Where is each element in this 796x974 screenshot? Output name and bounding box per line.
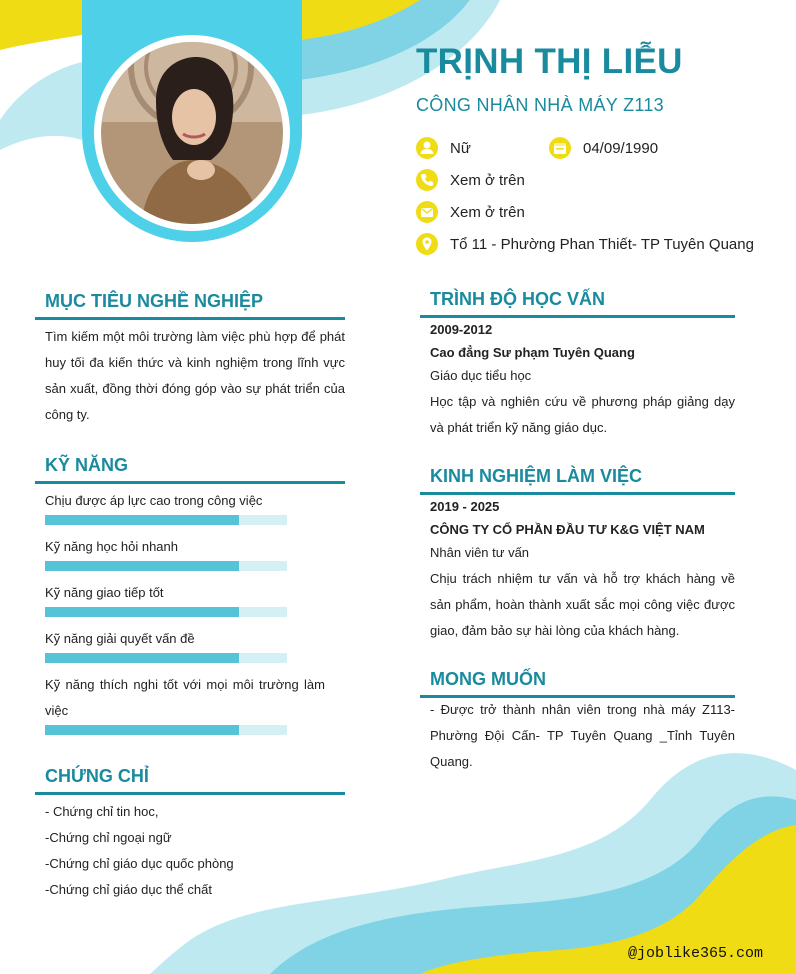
- skill-label: Kỹ năng giải quyết vấn đề: [45, 631, 195, 646]
- skill-label: Kỹ năng thích nghi tốt với mọi môi trường làm việc: [45, 677, 325, 718]
- skill-label: Kỹ năng học hỏi nhanh: [45, 539, 178, 554]
- experience-description: Chịu trách nhiệm tư vấn và hỗ trợ khách hàng về sản phẩm, hoàn thành xuất sắc mọi công việc được giao, đảm bảo sự hài lòng của khách hàng.: [430, 571, 735, 638]
- experience-heading: KINH NGHIỆM LÀM VIỆC: [430, 466, 643, 486]
- objective-heading: MỤC TIÊU NGHỀ NGHIỆP: [45, 291, 264, 311]
- skill-bar-fill: [45, 515, 239, 525]
- gender-value: Nữ: [450, 140, 471, 157]
- experience-rule: [420, 492, 735, 495]
- skills-heading: KỸ NĂNG: [45, 455, 129, 475]
- person-icon: [416, 137, 438, 159]
- email-value: Xem ở trên: [450, 204, 525, 221]
- wishes-text: - Được trở thành nhân viên trong nhà máy Z113- Phường Đội Cấn- TP Tuyên Quang _Tỉnh Tuyên Quang.: [430, 702, 735, 769]
- profile-photo: [101, 42, 283, 224]
- skill-bar-fill: [45, 607, 239, 617]
- wishes-heading: MONG MUỐN: [430, 669, 546, 689]
- education-school: Cao đẳng Sư phạm Tuyên Quang: [430, 345, 635, 360]
- education-heading: TRÌNH ĐỘ HỌC VẤN: [430, 289, 605, 309]
- phone-value: Xem ở trên: [450, 172, 525, 189]
- certificates-heading: CHỨNG CHỈ: [45, 766, 149, 786]
- mail-icon: [416, 201, 438, 223]
- certificate-item: -Chứng chỉ giáo dục thể chất: [45, 882, 212, 897]
- certificates-rule: [35, 792, 345, 795]
- skill-bar-track: [45, 607, 287, 617]
- experience-period: 2019 - 2025: [430, 499, 500, 514]
- skill-bar-track: [45, 653, 287, 663]
- skill-bar-track: [45, 515, 287, 525]
- skill-bar-fill: [45, 725, 239, 735]
- watermark: @joblike365.com: [628, 945, 764, 962]
- birthdate-value: 04/09/1990: [583, 140, 659, 157]
- objective-text: Tìm kiếm một môi trường làm việc phù hợp để phát huy tối đa kiến thức và kinh nghiệm trong lĩnh vực sản xuất, đồng thời đóng góp vào sự phát triển của công ty.: [45, 329, 345, 422]
- experience-company: CÔNG TY CỔ PHẦN ĐẦU TƯ K&G VIỆT NAM: [430, 522, 705, 537]
- skills-rule: [35, 481, 345, 484]
- skill-bar-track: [45, 561, 287, 571]
- location-pin-icon: [416, 233, 438, 255]
- phone-icon: [416, 169, 438, 191]
- candidate-name: TRỊNH THỊ LIỄU: [416, 42, 683, 81]
- education-rule: [420, 315, 735, 318]
- skill-bar-fill: [45, 561, 239, 571]
- job-title: CÔNG NHÂN NHÀ MÁY Z113: [416, 95, 664, 115]
- education-description: Học tập và nghiên cứu về phương pháp giảng dạy và phát triển kỹ năng giáo dục.: [430, 394, 735, 435]
- skill-bar-track: [45, 725, 287, 735]
- certificate-item: -Chứng chỉ giáo dục quốc phòng: [45, 856, 234, 871]
- skill-label: Chịu được áp lực cao trong công việc: [45, 493, 263, 508]
- top-left-light-wave: [0, 62, 82, 150]
- objective-rule: [35, 317, 345, 320]
- certificate-item: -Chứng chỉ ngoại ngữ: [45, 830, 172, 845]
- top-left-yellow: [0, 0, 82, 50]
- education-major: Giáo dục tiểu học: [430, 368, 532, 383]
- calendar-icon: [549, 137, 571, 159]
- skill-label: Kỹ năng giao tiếp tốt: [45, 585, 164, 600]
- experience-position: Nhân viên tư vấn: [430, 545, 530, 560]
- certificate-item: - Chứng chỉ tin hoc,: [45, 804, 159, 819]
- education-period: 2009-2012: [430, 322, 493, 337]
- address-value: Tổ 11 - Phường Phan Thiết- TP Tuyên Quang: [450, 236, 754, 253]
- skill-bar-fill: [45, 653, 239, 663]
